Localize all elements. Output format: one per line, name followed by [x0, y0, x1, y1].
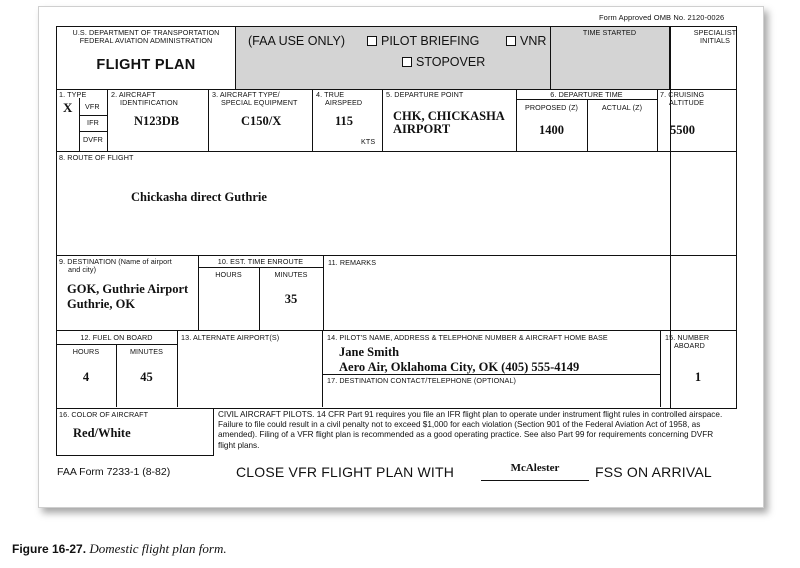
agency-name: U.S. DEPARTMENT OF TRANSPORTATION FEDERAL AVIATION ADMINISTRATION: [72, 28, 220, 45]
aircraft-type-value[interactable]: C150/X: [241, 114, 282, 128]
form-title: FLIGHT PLAN: [96, 57, 196, 73]
departure-point-label: 5. DEPARTURE POINT: [386, 90, 464, 99]
figure-caption: [12, 541, 227, 557]
omb-approval: Form Approved OMB No. 2120-0026: [599, 13, 725, 22]
figure-caption-text: Domestic flight plan form.: [89, 541, 227, 556]
ete-minutes-value[interactable]: 35: [284, 292, 298, 306]
fuel-minutes-label: MINUTES: [129, 347, 164, 356]
vnr-option[interactable]: VNR: [506, 34, 546, 48]
type-dvfr[interactable]: DVFR: [83, 135, 103, 144]
specialist-initials-label: SPECIALIST INITIALS: [693, 28, 737, 45]
route-label: 8. ROUTE OF FLIGHT: [59, 153, 134, 162]
alternate-airport-label: 13. ALTERNATE AIRPORT(S): [181, 333, 280, 342]
cruising-altitude-value[interactable]: 5500: [670, 123, 695, 137]
time-started-label: TIME STARTED: [582, 28, 637, 37]
civil-pilots-notice: CIVIL AIRCRAFT PILOTS. 14 CFR Part 91 requires you file an IFR flight plan to operate under instrument flight rules in controlled airspace. Failure to file could result in a civil penalty not to exceed $1,000 for each violation (Section 901 of the Federal Aviation Act of 1958, as amended). Filing of a VFR flight plan is recommended as a good operating practice. See also Part 99 for requirements concerning DVFR flight plans.: [218, 410, 723, 450]
destination-label: 9. DESTINATION (Name of airport and city): [59, 257, 172, 274]
stopover-checkbox[interactable]: [402, 57, 412, 67]
type-label: 1. TYPE: [59, 90, 87, 99]
remarks-label: 11. REMARKS: [328, 258, 377, 267]
aircraft-id-value[interactable]: N123DB: [134, 114, 180, 128]
color-label: 16. COLOR OF AIRCRAFT: [59, 410, 149, 419]
type-ifr[interactable]: IFR: [87, 118, 99, 127]
destination-value[interactable]: GOK, Guthrie Airport Guthrie, OK: [67, 282, 189, 311]
ete-label: 10. EST. TIME ENROUTE: [217, 257, 304, 266]
proposed-time-value[interactable]: 1400: [539, 123, 564, 137]
departure-point-value[interactable]: CHK, CHICKASHA AIRPORT: [393, 109, 505, 136]
stopover-option[interactable]: STOPOVER: [402, 55, 485, 69]
kts-unit: KTS: [361, 137, 376, 146]
fuel-label: 12. FUEL ON BOARD: [80, 333, 153, 342]
fuel-hours-label: HOURS: [72, 347, 100, 356]
route-value[interactable]: Chickasha direct Guthrie: [131, 190, 267, 204]
true-airspeed-value[interactable]: 115: [335, 114, 354, 128]
pilot-briefing-option[interactable]: PILOT BRIEFING: [367, 34, 479, 48]
fss-underline: [481, 480, 589, 481]
color-value[interactable]: Red/White: [73, 426, 131, 440]
fuel-minutes-value[interactable]: 45: [140, 370, 153, 384]
ete-minutes-label: MINUTES: [274, 270, 308, 279]
type-mark: X: [63, 100, 73, 115]
proposed-label: PROPOSED (Z): [524, 103, 579, 112]
type-vfr[interactable]: VFR: [85, 102, 100, 111]
actual-label: ACTUAL (Z): [601, 103, 643, 112]
aircraft-type-label: 3. AIRCRAFT TYPE/ SPECIAL EQUIPMENT: [212, 90, 298, 107]
faa-use-only-label: (FAA USE ONLY): [248, 34, 346, 48]
ete-hours-label: HOURS: [215, 270, 242, 279]
cruising-altitude-label: 7. CRUISING ALTITUDE: [660, 90, 705, 107]
pilot-info-label: 14. PILOT'S NAME, ADDRESS & TELEPHONE NUMBER & AIRCRAFT HOME BASE: [327, 333, 608, 342]
aircraft-id-label: 2. AIRCRAFT IDENTIFICATION: [111, 90, 178, 107]
figure-caption-label: Figure 16-27.: [12, 542, 87, 556]
number-aboard-label: 15. NUMBER ABOARD: [665, 333, 710, 350]
true-airspeed-label: 4. TRUE AIRSPEED: [316, 90, 363, 107]
pilot-info-value[interactable]: Jane Smith Aero Air, Oklahoma City, OK (405) 555-4149: [339, 345, 580, 374]
form-number: FAA Form 7233-1 (8-82): [57, 466, 171, 478]
vnr-checkbox[interactable]: [506, 36, 516, 46]
close-vfr-text: CLOSE VFR FLIGHT PLAN WITH: [236, 464, 455, 480]
pilot-briefing-checkbox[interactable]: [367, 36, 377, 46]
departure-time-label: 6. DEPARTURE TIME: [550, 90, 623, 99]
flight-plan-form: [38, 6, 764, 508]
actual-time-field[interactable]: [587, 117, 657, 147]
number-aboard-value[interactable]: 1: [694, 370, 702, 384]
destination-contact-label: 17. DESTINATION CONTACT/TELEPHONE (OPTIONAL): [327, 376, 517, 385]
fss-arrival-text: FSS ON ARRIVAL: [595, 464, 712, 480]
fuel-hours-value[interactable]: 4: [82, 370, 90, 384]
fss-name[interactable]: McAlester: [510, 462, 560, 474]
